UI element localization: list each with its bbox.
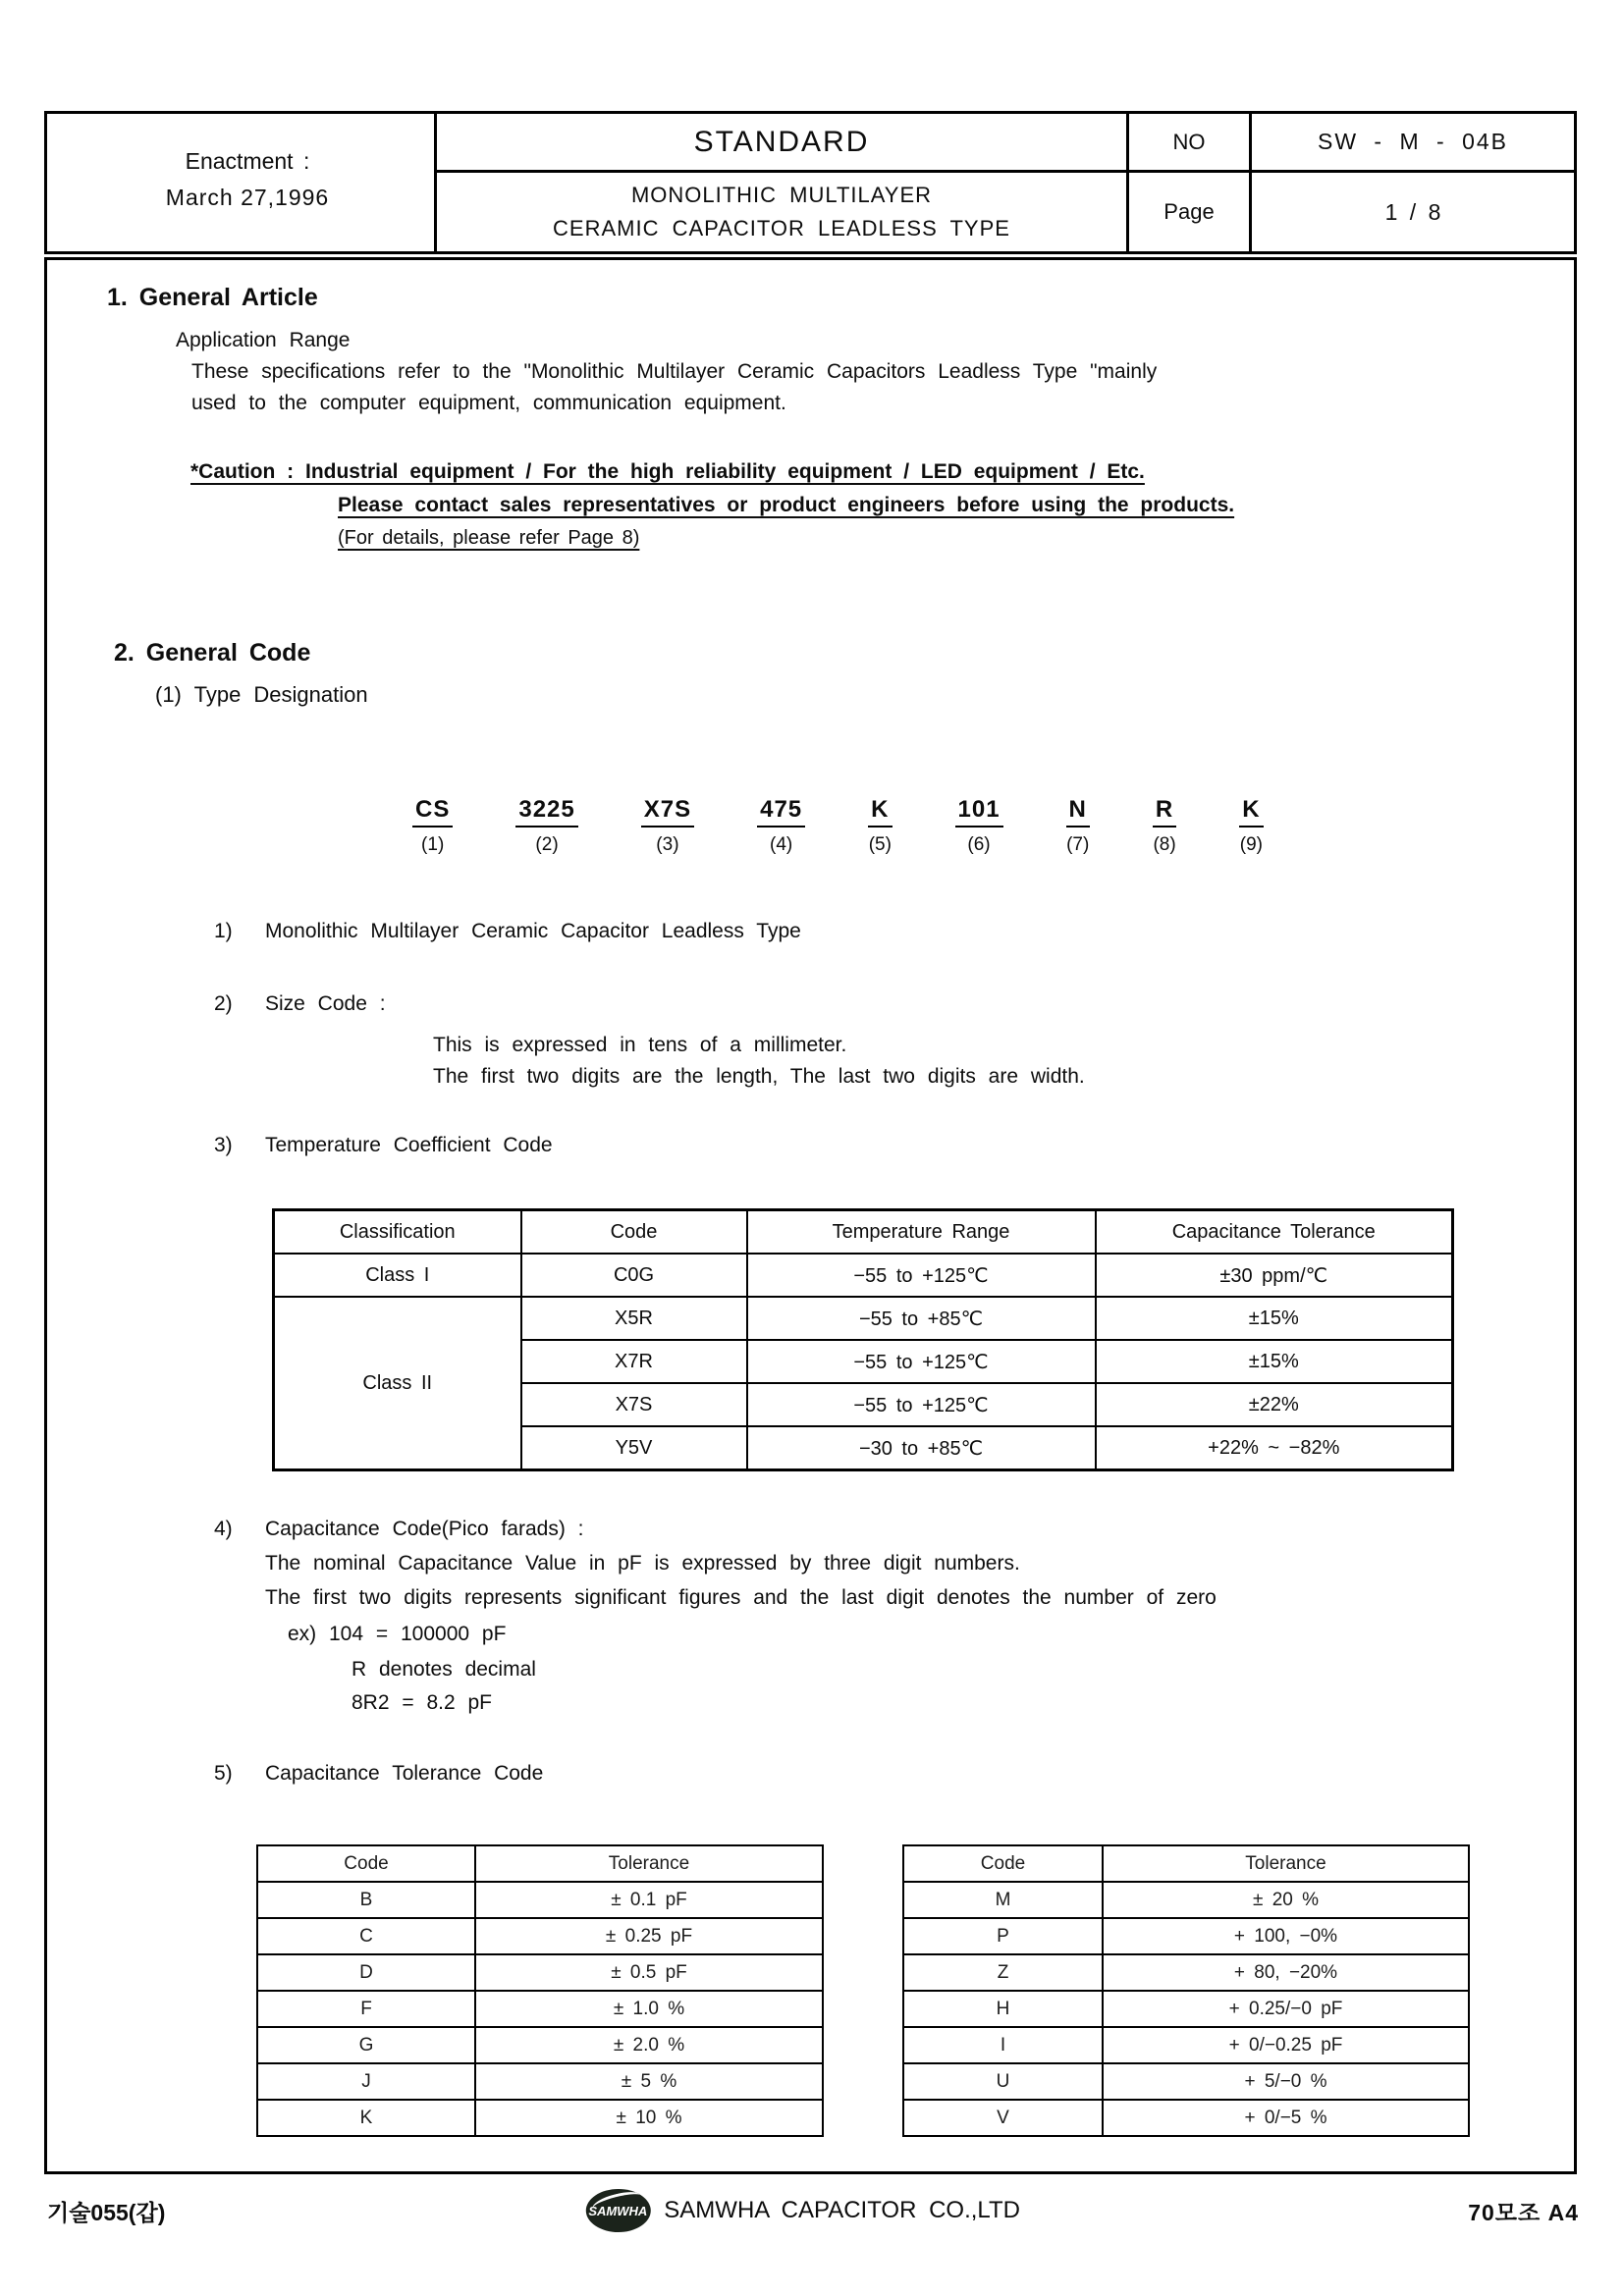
designation-number: (9) <box>1239 834 1264 855</box>
table-row <box>257 1882 823 1918</box>
list-item-number: 4) <box>214 1518 233 1540</box>
designation-item <box>1153 796 1176 856</box>
content-box <box>44 257 1577 2174</box>
range-cell: −55 to +125℃ <box>747 1340 1096 1383</box>
designation-code: 101 <box>955 796 1003 828</box>
footer-doc-code: 기술055(갑) <box>47 2200 166 2225</box>
samwha-logo-text: SAMWHA <box>588 2203 648 2218</box>
code-cell: U <box>903 2063 1103 2100</box>
section-2-heading: 2. General Code <box>114 639 311 667</box>
page-label: Page <box>1129 173 1252 251</box>
spec-line-1: These specifications refer to the "Monolithic Multilayer Ceramic Capacitors Leadless Type "mainly <box>191 360 1158 383</box>
designation-item <box>757 796 805 856</box>
code-cell: G <box>257 2027 475 2063</box>
designation-number: (8) <box>1153 834 1176 855</box>
code-cell: D <box>257 1954 475 1991</box>
header-classification: Classification <box>274 1210 521 1255</box>
tolerance-cell: + 5/−0 % <box>1103 2063 1469 2100</box>
header-code: Code <box>903 1845 1103 1882</box>
list-item-text: Capacitance Tolerance Code <box>265 1762 544 1785</box>
classification-cell: Class II <box>274 1297 521 1470</box>
tolerance-cell: + 0/−5 % <box>1103 2100 1469 2136</box>
list-item-number: 3) <box>214 1134 233 1156</box>
tolerance-cell: + 100, −0% <box>1103 1918 1469 1954</box>
tolerance-cell: ±15% <box>1096 1297 1453 1340</box>
code-cell: Y5V <box>521 1426 747 1470</box>
code-cell: B <box>257 1882 475 1918</box>
designation-number: (4) <box>770 834 793 855</box>
code-cell: X7R <box>521 1340 747 1383</box>
code-cell: X5R <box>521 1297 747 1340</box>
table-row <box>903 1882 1469 1918</box>
designation-item <box>1239 796 1263 856</box>
table-row <box>903 1918 1469 1954</box>
designation-item <box>1066 796 1090 856</box>
capacitance-example-2: R denotes decimal <box>352 1658 536 1681</box>
list-item-text: Size Code : <box>265 992 386 1015</box>
size-code-line-2: The first two digits are the length, The last two digits are width. <box>433 1065 1085 1088</box>
footer-paper-code: 70모조 A4 <box>1468 2200 1579 2225</box>
designation-item <box>868 796 892 856</box>
tolerance-cell: +22% ~ −82% <box>1096 1426 1453 1470</box>
list-item-1 <box>214 920 801 943</box>
header-tolerance: Tolerance <box>475 1845 823 1882</box>
designation-item <box>412 796 453 856</box>
list-item-5 <box>214 1762 543 1786</box>
designation-code: K <box>868 796 892 828</box>
designation-number: (7) <box>1066 834 1090 855</box>
code-cell: X7S <box>521 1383 747 1426</box>
code-cell: F <box>257 1991 475 2027</box>
capacitance-line-2: The first two digits represents significant figures and the last digit denotes the number of zero <box>265 1586 1217 1609</box>
page-value: 1 / 8 <box>1384 198 1441 225</box>
table-header-row <box>257 1845 823 1882</box>
designation-item <box>955 796 1003 856</box>
list-item-2 <box>214 992 386 1016</box>
temp-coefficient-table <box>272 1208 1454 1471</box>
list-item-number: 5) <box>214 1762 233 1785</box>
list-item-3 <box>214 1134 553 1157</box>
designation-number: (1) <box>421 834 445 855</box>
designation-code: R <box>1153 796 1176 828</box>
tolerance-cell: ± 2.0 % <box>475 2027 823 2063</box>
size-code-line-1: This is expressed in tens of a millimeter. <box>433 1034 847 1056</box>
enactment-label: Enactment : <box>185 148 310 174</box>
tolerance-cell: + 0.25/−0 pF <box>1103 1991 1469 2027</box>
classification-cell: Class I <box>274 1254 521 1297</box>
designation-number: (2) <box>535 834 559 855</box>
list-item-4 <box>214 1518 584 1541</box>
range-cell: −55 to +125℃ <box>747 1383 1096 1426</box>
list-item-text: Monolithic Multilayer Ceramic Capacitor Leadless Type <box>265 920 801 942</box>
table-header-row <box>274 1210 1453 1255</box>
caution-line-3: (For details, please refer Page 8) <box>338 527 640 549</box>
table-row <box>274 1254 1453 1297</box>
code-cell: I <box>903 2027 1103 2063</box>
table-row <box>903 1954 1469 1991</box>
range-cell: −55 to +125℃ <box>747 1254 1096 1297</box>
tolerance-cell: ± 20 % <box>1103 1882 1469 1918</box>
designation-number: (6) <box>967 834 991 855</box>
table-row <box>274 1297 1453 1340</box>
designation-number: (5) <box>868 834 892 855</box>
list-item-number: 1) <box>214 920 233 942</box>
caution-line-1: *Caution : Industrial equipment / For the high reliability equipment / LED equipment / Etc. <box>190 460 1145 483</box>
table-row <box>903 2027 1469 2063</box>
no-value: SW - M - 04B <box>1252 114 1574 173</box>
tolerance-cell: ± 1.0 % <box>475 1991 823 2027</box>
tolerance-cell: ±22% <box>1096 1383 1453 1426</box>
tolerance-cell: ±15% <box>1096 1340 1453 1383</box>
code-cell: P <box>903 1918 1103 1954</box>
code-cell: C0G <box>521 1254 747 1297</box>
capacitance-line-1: The nominal Capacitance Value in pF is expressed by three digit numbers. <box>265 1552 1020 1575</box>
code-cell: H <box>903 1991 1103 2027</box>
designation-code: 3225 <box>515 796 577 828</box>
code-cell: J <box>257 2063 475 2100</box>
list-item-number: 2) <box>214 992 233 1015</box>
application-range-label: Application Range <box>176 329 351 351</box>
spec-line-2: used to the computer equipment, communication equipment. <box>191 392 786 414</box>
no-label: NO <box>1129 114 1252 173</box>
table-row <box>257 2100 823 2136</box>
table-row <box>903 2063 1469 2100</box>
header-title-block <box>44 111 1577 254</box>
tolerance-cell: ±30 ppm/℃ <box>1096 1254 1453 1297</box>
code-cell: M <box>903 1882 1103 1918</box>
table-row <box>257 2063 823 2100</box>
range-cell: −55 to +85℃ <box>747 1297 1096 1340</box>
designation-number: (3) <box>656 834 679 855</box>
type-designation-heading: (1) Type Designation <box>155 682 368 707</box>
tolerance-cell: + 80, −20% <box>1103 1954 1469 1991</box>
footer-company-group <box>585 2189 1020 2232</box>
tolerance-cell: ± 0.25 pF <box>475 1918 823 1954</box>
header-temperature-range: Temperature Range <box>747 1210 1096 1255</box>
header-code: Code <box>521 1210 747 1255</box>
tolerance-cell: + 0/−0.25 pF <box>1103 2027 1469 2063</box>
table-row <box>257 1918 823 1954</box>
enactment-date: March 27,1996 <box>165 185 330 210</box>
capacitance-example-1: ex) 104 = 100000 pF <box>288 1623 507 1645</box>
enactment-cell <box>47 114 437 251</box>
designation-code: CS <box>412 796 453 828</box>
section-1-heading: 1. General Article <box>107 284 318 311</box>
code-cell: V <box>903 2100 1103 2136</box>
document-title: STANDARD <box>437 114 1129 173</box>
table-row <box>257 1954 823 1991</box>
subtitle-line-1: MONOLITHIC MULTILAYER <box>630 182 933 207</box>
tolerance-cell: ± 0.5 pF <box>475 1954 823 1991</box>
designation-code: N <box>1066 796 1090 828</box>
capacitance-example-3: 8R2 = 8.2 pF <box>352 1691 492 1714</box>
designation-item <box>515 796 577 856</box>
type-designation-row <box>412 796 1264 856</box>
designation-item <box>641 796 694 856</box>
footer-company-name: SAMWHA CAPACITOR CO.,LTD <box>664 2197 1021 2223</box>
tolerance-table-left <box>256 1844 824 2137</box>
list-item-text: Capacitance Code(Pico farads) : <box>265 1518 584 1540</box>
list-item-text: Temperature Coefficient Code <box>265 1134 553 1156</box>
code-cell: K <box>257 2100 475 2136</box>
subtitle-line-2: CERAMIC CAPACITOR LEADLESS TYPE <box>553 216 1010 240</box>
table-row <box>903 2100 1469 2136</box>
tolerance-cell: ± 10 % <box>475 2100 823 2136</box>
header-code: Code <box>257 1845 475 1882</box>
table-row <box>903 1991 1469 2027</box>
header-tolerance: Tolerance <box>1103 1845 1469 1882</box>
designation-code: X7S <box>641 796 694 828</box>
caution-line-2: Please contact sales representatives or product engineers before using the products. <box>338 494 1235 516</box>
designation-code: 475 <box>757 796 805 828</box>
table-row <box>257 1991 823 2027</box>
code-cell: C <box>257 1918 475 1954</box>
samwha-logo-icon <box>585 2189 650 2232</box>
tolerance-cell: ± 5 % <box>475 2063 823 2100</box>
table-row <box>257 2027 823 2063</box>
code-cell: Z <box>903 1954 1103 1991</box>
range-cell: −30 to +85℃ <box>747 1426 1096 1470</box>
header-capacitance-tolerance: Capacitance Tolerance <box>1096 1210 1453 1255</box>
tolerance-cell: ± 0.1 pF <box>475 1882 823 1918</box>
tolerance-table-right <box>902 1844 1470 2137</box>
document-subtitle <box>437 173 1129 251</box>
table-header-row <box>903 1845 1469 1882</box>
designation-code: K <box>1239 796 1263 828</box>
